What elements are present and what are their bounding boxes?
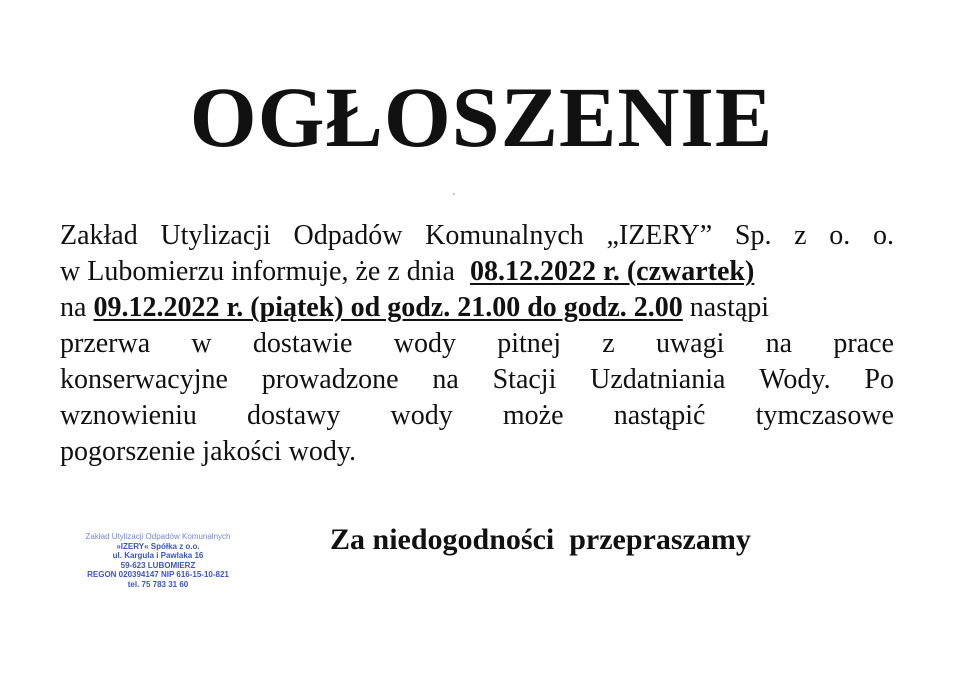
body-word: prowadzone bbox=[261, 364, 399, 395]
body-word: w bbox=[191, 328, 212, 359]
body-word: z bbox=[602, 328, 615, 359]
scan-speck bbox=[453, 193, 455, 195]
apology-text: Za niedogodności przepraszamy bbox=[330, 523, 751, 556]
body-word: dostawie bbox=[252, 328, 353, 359]
body-word: pitnej bbox=[497, 328, 561, 359]
body-line-2-intro: w Lubomierzu informuje, że z dnia bbox=[60, 256, 462, 287]
body-word: Po bbox=[864, 364, 894, 395]
body-line-1 bbox=[60, 218, 894, 254]
company-stamp bbox=[78, 532, 238, 589]
stamp-phone: tel. 75 783 31 60 bbox=[127, 579, 189, 589]
announcement-title: OGŁOSZENIE bbox=[189, 69, 774, 165]
body-line-2 bbox=[60, 254, 894, 290]
body-line-3-end: nastąpi bbox=[682, 292, 770, 323]
body-word: wody bbox=[393, 328, 456, 359]
body-line-6 bbox=[60, 398, 894, 434]
start-date: 08.12.2022 r. (czwartek) bbox=[469, 256, 755, 287]
body-line-3-intro: na bbox=[60, 292, 94, 323]
body-line-1-text: Zakład Utylizacji Odpadów Komunalnych „IZERY” Sp. z o. o. bbox=[60, 220, 894, 251]
stamp-company-name: Zakład Utylizacji Odpadów Komunalnych bbox=[85, 532, 231, 541]
outage-period: 09.12.2022 r. (piątek) od godz. 21.00 do godz. 2.00 bbox=[93, 292, 683, 323]
body-word: przerwa bbox=[60, 328, 151, 359]
body-line-4 bbox=[60, 326, 894, 362]
body-word: Uzdatniania bbox=[590, 364, 726, 395]
body-word: na bbox=[765, 328, 793, 359]
stamp-address: ul. Kargula i Pawlaka 16 bbox=[112, 551, 204, 560]
announcement-body bbox=[60, 218, 894, 470]
body-line-3 bbox=[60, 290, 894, 326]
body-word: tymczasowe bbox=[755, 400, 894, 431]
body-word: nastąpić bbox=[613, 400, 706, 431]
body-word: konserwacyjne bbox=[60, 364, 228, 395]
body-word: dostawy bbox=[247, 400, 341, 431]
stamp-registry: REGON 020394147 NIP 616-15-10-821 bbox=[87, 570, 229, 579]
body-line-5 bbox=[60, 362, 894, 398]
body-word: Stacji bbox=[492, 364, 557, 395]
body-word: Wody. bbox=[759, 364, 831, 395]
body-word: wznowieniu bbox=[60, 400, 197, 431]
stamp-city: 59-623 LUBOMIERZ bbox=[120, 560, 196, 570]
body-word: uwagi bbox=[655, 328, 725, 359]
body-word: prace bbox=[833, 328, 894, 359]
body-word: wody bbox=[390, 400, 453, 431]
body-line-7: pogorszenie jakości wody. bbox=[60, 436, 356, 467]
stamp-company-form: »IZERY« Spółka z o.o. bbox=[116, 541, 200, 551]
body-word: może bbox=[502, 400, 564, 431]
body-word: na bbox=[432, 364, 459, 395]
